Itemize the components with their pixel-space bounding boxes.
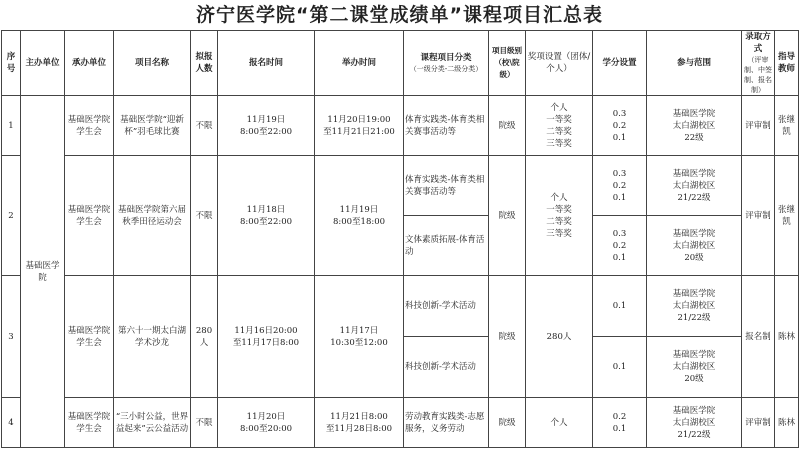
- cell-award: 个人 一等奖 二等奖 三等奖: [526, 96, 593, 156]
- header-credit: 学分设置: [593, 31, 647, 96]
- header-seq: 序号: [2, 31, 21, 96]
- cell-admission: 报名制: [742, 276, 775, 398]
- header-host: 主办单位: [21, 31, 65, 96]
- cell-quota: 不限: [191, 398, 218, 448]
- cell-category: 劳动教育实践类-志愿服务，义务劳动: [404, 398, 489, 448]
- table-row: [2, 276, 799, 337]
- header-signup-time: 报名时间: [218, 31, 315, 96]
- cell-signup-time: 11月19日 8:00至22:00: [218, 96, 315, 156]
- header-name: 项目名称: [114, 31, 191, 96]
- cell-category: 科技创新-学术活动: [404, 337, 489, 398]
- cell-name: “三小时公益，世界益起来”云公益活动: [114, 398, 191, 448]
- cell-organizer: 基础医学院学生会: [65, 96, 114, 156]
- cell-advisor: 陈林: [775, 398, 799, 448]
- cell-signup-time: 11月20日 8:00至20:00: [218, 398, 315, 448]
- cell-level: 院级: [489, 276, 526, 398]
- cell-hold-time: 11月20日19:00 至11月21日21:00: [315, 96, 404, 156]
- table-row: [2, 96, 799, 156]
- cell-award: 个人 一等奖 二等奖 三等奖: [526, 156, 593, 276]
- table-row: [2, 398, 799, 448]
- cell-category: 文体素质拓展-体育活动: [404, 216, 489, 276]
- header-admission-label: 录取方式: [745, 32, 771, 54]
- header-award: 奖项设置（团体/个人）: [526, 31, 593, 96]
- cell-level: 院级: [489, 96, 526, 156]
- cell-credit: 0.3 0.2 0.1: [593, 156, 647, 216]
- cell-admission: 评审制: [742, 398, 775, 448]
- cell-name: 基础医学院第六届秋季田径运动会: [114, 156, 191, 276]
- summary-table: [1, 30, 799, 448]
- cell-organizer: 基础医学院学生会: [65, 398, 114, 448]
- cell-award: 个人: [526, 398, 593, 448]
- cell-seq: 3: [2, 276, 21, 398]
- cell-award: 280人: [526, 276, 593, 398]
- cell-seq: 1: [2, 96, 21, 156]
- header-category-label: 课程项目分类: [420, 53, 472, 63]
- cell-category: 科技创新-学术活动: [404, 276, 489, 337]
- cell-name: 第六十一期太白湖学术沙龙: [114, 276, 191, 398]
- header-quota: 拟报人数: [191, 31, 218, 96]
- header-advisor: 指导教师: [775, 31, 799, 96]
- header-hold-time: 举办时间: [315, 31, 404, 96]
- header-category-sub: （一级分类-二级分类）: [409, 65, 483, 73]
- cell-category: 体育实践类-体育类相关赛事活动等: [404, 156, 489, 216]
- cell-seq: 2: [2, 156, 21, 276]
- cell-level: 院级: [489, 156, 526, 276]
- cell-credit: 0.3 0.2 0.1: [593, 96, 647, 156]
- table-row: [2, 156, 799, 216]
- cell-signup-time: 11月16日20:00 至11月17日8:00: [218, 276, 315, 398]
- cell-scope: 基础医学院 太白湖校区 21/22级: [647, 276, 742, 337]
- header-admission-sub: （评审制、中签制、报名制）: [744, 56, 772, 94]
- cell-organizer: 基础医学院学生会: [65, 276, 114, 398]
- cell-level: 院级: [489, 398, 526, 448]
- cell-scope: 基础医学院 太白湖校区 21/22级: [647, 156, 742, 216]
- page-title: 济宁医学院“第二课堂成绩单”课程项目汇总表: [196, 4, 603, 26]
- cell-admission: 评审制: [742, 156, 775, 276]
- cell-quota: 不限: [191, 156, 218, 276]
- cell-scope: 基础医学院 太白湖校区 22级: [647, 96, 742, 156]
- cell-advisor: 陈林: [775, 276, 799, 398]
- cell-hold-time: 11月21日8:00 至11月28日8:00: [315, 398, 404, 448]
- cell-seq: 4: [2, 398, 21, 448]
- cell-name: 基础医学院“迎新杯”羽毛球比赛: [114, 96, 191, 156]
- cell-credit: 0.2 0.1: [593, 398, 647, 448]
- cell-quota: 280人: [191, 276, 218, 398]
- cell-scope: 基础医学院 太白湖校区 20级: [647, 216, 742, 276]
- cell-category: 体育实践类-体育类相关赛事活动等: [404, 96, 489, 156]
- header-admission: [742, 31, 775, 96]
- cell-admission: 评审制: [742, 96, 775, 156]
- cell-credit: 0.3 0.2 0.1: [593, 216, 647, 276]
- header-row: [2, 31, 799, 96]
- cell-advisor: 张继凯: [775, 96, 799, 156]
- header-scope: 参与范围: [647, 31, 742, 96]
- header-level: 项目级别（校\院级）: [489, 31, 526, 96]
- cell-credit: 0.1: [593, 276, 647, 337]
- cell-host: 基础医学院: [21, 96, 65, 448]
- cell-hold-time: 11月17日 10:30至12:00: [315, 276, 404, 398]
- cell-organizer: 基础医学院学生会: [65, 156, 114, 276]
- cell-quota: 不限: [191, 96, 218, 156]
- header-organizer: 承办单位: [65, 31, 114, 96]
- cell-scope: 基础医学院 太白湖校区 20级: [647, 337, 742, 398]
- cell-advisor: 张继凯: [775, 156, 799, 276]
- cell-hold-time: 11月19日 8:00至18:00: [315, 156, 404, 276]
- cell-credit: 0.1: [593, 337, 647, 398]
- cell-scope: 基础医学院 太白湖校区 21/22级: [647, 398, 742, 448]
- cell-signup-time: 11月18日 8:00至22:00: [218, 156, 315, 276]
- header-category: [404, 31, 489, 96]
